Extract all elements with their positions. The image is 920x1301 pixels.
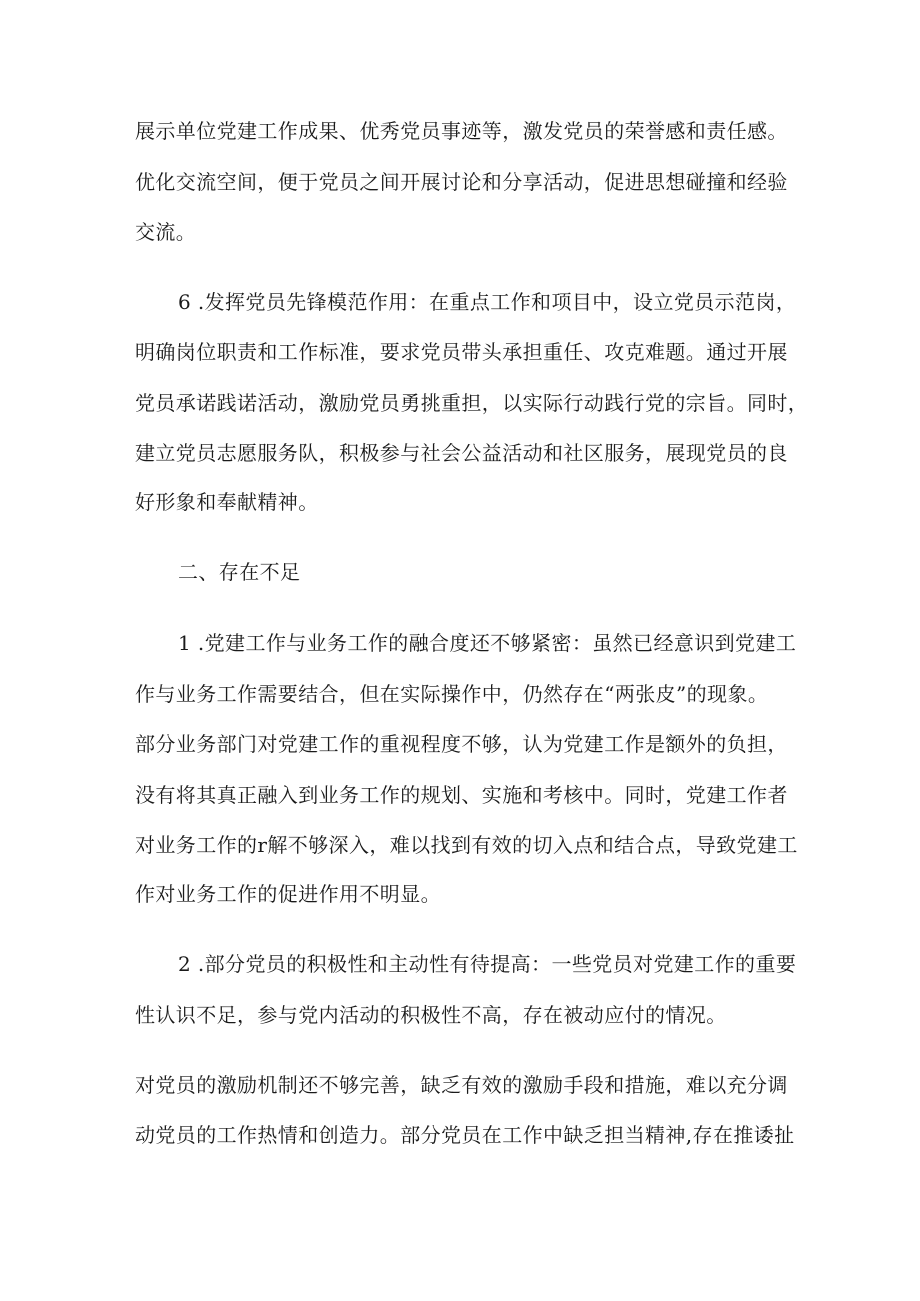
text-line: 对业务工作的r解不够深入，难以找到有效的切入点和结合点，导致党建工 [135, 833, 798, 857]
text-line: 交流。 [135, 220, 197, 244]
list-item-heading: 6 .发挥党员先锋模范作用：在重点工作和项目中，设立党员示范岗， [178, 290, 797, 314]
text-line: 建立党员志愿服务队，积极参与社会公益活动和社区服务，展现党员的良 [135, 441, 788, 465]
text-line: 性认识不足，参与党内活动的积极性不高，存在被动应付的情况。 [135, 1003, 727, 1027]
section-heading: 二、存在不足 [178, 560, 301, 584]
text-line: 明确岗位职责和工作标准，要求党员带头承担重任、攻克难题。通过开展 [135, 340, 788, 364]
text-line: 动党员的工作热情和创造力。部分党员在工作中缺乏担当精神,存在推诿扯 [135, 1123, 795, 1147]
text-line: 党员承诺践诺活动，激励党员勇挑重担，以实际行动践行党的宗旨。同时， [135, 391, 809, 415]
text-line: 展示单位党建工作成果、优秀党员事迹等，激发党员的荣誉感和责任感。 [135, 119, 788, 143]
text-line: 优化交流空间，便于党员之间开展讨论和分享活动，促进思想碰撞和经验 [135, 170, 788, 194]
text-line: 作与业务工作需要结合，但在实际操作中，仍然存在“两张皮”的现象。 [135, 682, 769, 706]
text-line: 对党员的激励机制还不够完善，缺乏有效的激励手段和措施，难以充分调 [135, 1073, 788, 1097]
text-line: 没有将其真正融入到业务工作的规划、实施和考核中。同时，党建工作者 [135, 783, 788, 807]
list-item-heading: 1 .党建工作与业务工作的融合度还不够紧密：虽然已经意识到党建工 [178, 631, 797, 655]
text-line: 好形象和奉献精神。 [135, 490, 319, 514]
list-item-heading: 2 .部分党员的积极性和主动性有待提高：一些党员对党建工作的重要 [178, 952, 797, 976]
text-line: 作对业务工作的促进作用不明显。 [135, 882, 441, 906]
text-line: 部分业务部门对党建工作的重视程度不够，认为党建工作是额外的负担， [135, 732, 788, 756]
